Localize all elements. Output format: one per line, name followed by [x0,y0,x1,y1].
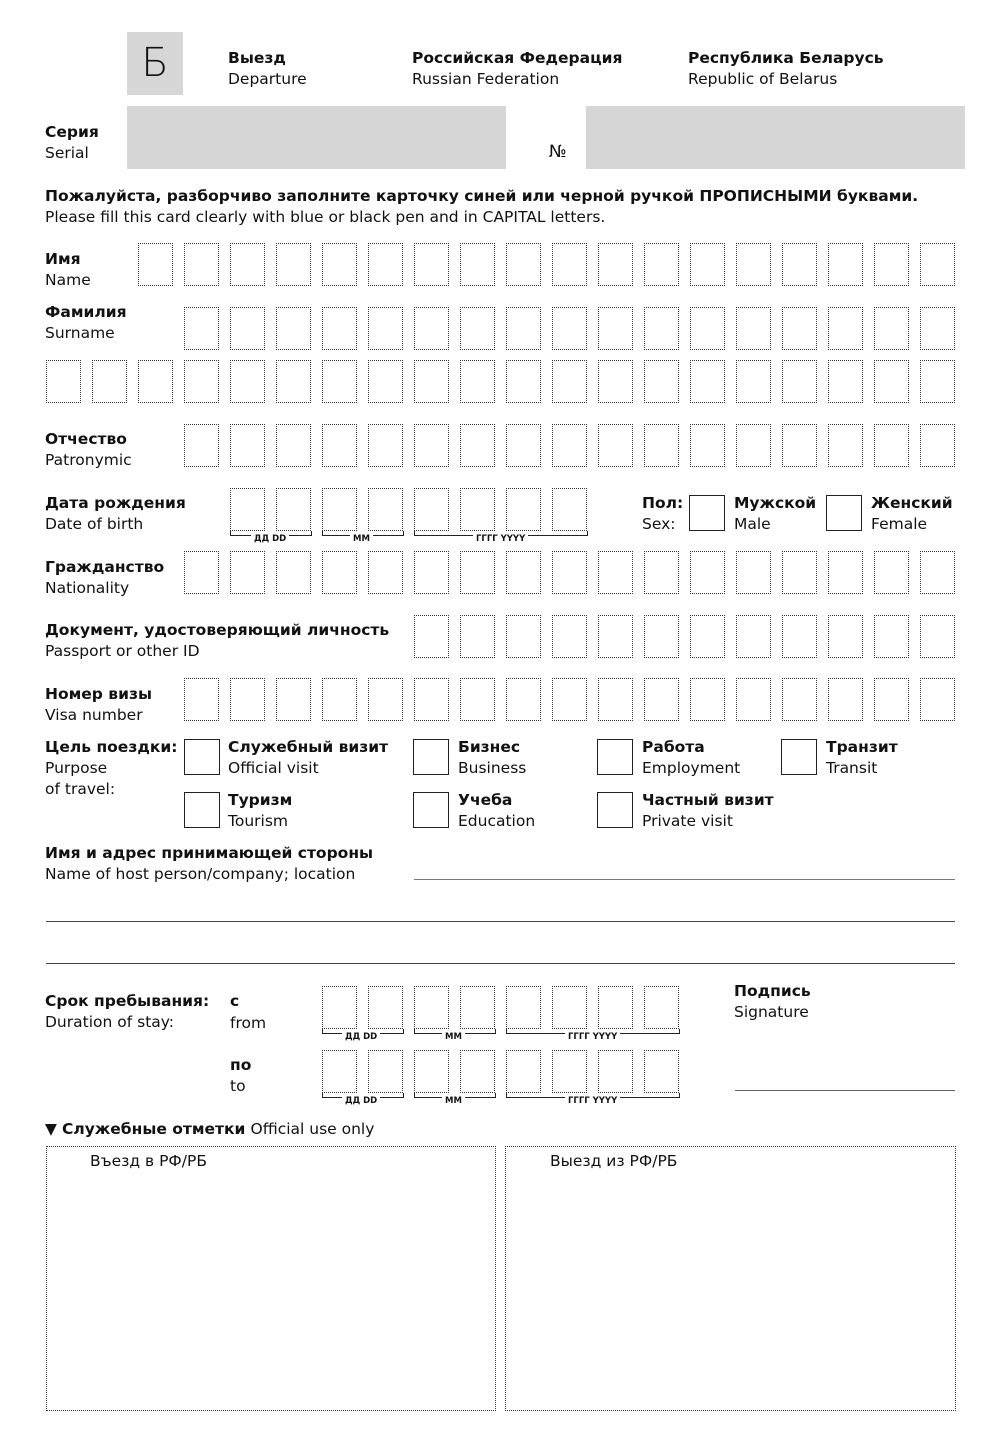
surname-box[interactable] [644,360,679,403]
purpose-private-checkbox[interactable] [597,792,633,828]
name-box[interactable] [184,243,219,286]
dob-box[interactable] [322,488,357,531]
stay-from-label: с from [230,992,267,1032]
dob-box[interactable] [460,488,495,531]
surname-box[interactable] [414,360,449,403]
patronymic-box[interactable] [276,424,311,467]
purpose-education-label: Учеба Education [458,791,536,830]
name-box[interactable] [414,243,449,286]
nationality-box[interactable] [782,551,817,594]
host-line-1[interactable] [414,879,955,880]
nationality-box[interactable] [230,551,265,594]
surname-box[interactable] [138,360,173,403]
dob-box[interactable] [276,488,311,531]
serial-field[interactable] [127,106,506,169]
country-russia-label: Российская Федерация Russian Federation [412,49,623,88]
surname-box[interactable] [276,307,311,350]
passport-box[interactable] [644,615,679,658]
surname-label: Фамилия Surname [45,303,127,342]
visa-box[interactable] [920,678,955,721]
purpose-private-label: Частный визит Private visit [642,791,774,830]
name-box[interactable] [460,243,495,286]
surname-box[interactable] [230,360,265,403]
surname-box[interactable] [874,307,909,350]
visa-box[interactable] [414,678,449,721]
name-box[interactable] [874,243,909,286]
patronymic-box[interactable] [552,424,587,467]
from-dd-label: ДД DD [342,1032,380,1042]
stay-label: Срок пребывания: Duration of stay: [45,992,210,1031]
purpose-transit-checkbox[interactable] [781,739,817,775]
nationality-label: Гражданство Nationality [45,558,165,597]
name-box[interactable] [230,243,265,286]
to-yyyy-label: ГГГГ YYYY [565,1096,620,1106]
nationality-box[interactable] [276,551,311,594]
nationality-box[interactable] [828,551,863,594]
visa-box[interactable] [598,678,633,721]
nationality-box[interactable] [598,551,633,594]
surname-box[interactable] [506,307,541,350]
surname-box[interactable] [828,307,863,350]
patronymic-box[interactable] [782,424,817,467]
purpose-employment-checkbox[interactable] [597,739,633,775]
passport-box[interactable] [828,615,863,658]
sex-male-checkbox[interactable] [689,495,725,531]
passport-box[interactable] [552,615,587,658]
surname-box[interactable] [598,307,633,350]
official-exit-label: Выезд из РФ/РБ [550,1152,678,1170]
patronymic-box[interactable] [506,424,541,467]
card-letter: Б [141,40,169,86]
signature-line[interactable] [735,1090,955,1091]
surname-box[interactable] [46,360,81,403]
passport-box[interactable] [874,615,909,658]
official-use-heading: ▼ Служебные отметки Official use only [45,1120,375,1138]
visa-box[interactable] [736,678,771,721]
surname-box[interactable] [276,360,311,403]
stay-from-box[interactable] [644,986,679,1029]
purpose-transit-label: Транзит Transit [826,738,898,777]
patronymic-box[interactable] [644,424,679,467]
surname-box[interactable] [184,360,219,403]
patronymic-box[interactable] [368,424,403,467]
stay-to-box[interactable] [506,1050,541,1093]
direction-label: Выезд Departure [228,49,307,88]
surname-box[interactable] [230,307,265,350]
dob-dd-label: ДД DD [251,534,289,544]
stay-from-box[interactable] [414,986,449,1029]
visa-box[interactable] [460,678,495,721]
surname-box[interactable] [874,360,909,403]
patronymic-box[interactable] [322,424,357,467]
nationality-box[interactable] [920,551,955,594]
surname-box[interactable] [782,360,817,403]
name-box[interactable] [552,243,587,286]
purpose-business-checkbox[interactable] [413,739,449,775]
visa-box[interactable] [230,678,265,721]
card-letter-box [127,32,183,95]
passport-box[interactable] [782,615,817,658]
host-line-3[interactable] [46,963,955,964]
nationality-box[interactable] [690,551,725,594]
surname-box[interactable] [368,360,403,403]
name-box[interactable] [920,243,955,286]
from-mm-label: ММ [442,1032,465,1042]
nationality-box[interactable] [874,551,909,594]
number-field[interactable] [586,106,965,169]
visa-box[interactable] [690,678,725,721]
host-label: Имя и адрес принимающей стороны Name of host person/company; location [45,844,374,883]
visa-box[interactable] [506,678,541,721]
passport-box[interactable] [414,615,449,658]
official-exit-box [505,1146,956,1411]
stay-from-box[interactable] [368,986,403,1029]
serial-label: Серия Serial [45,123,99,162]
name-label: Имя Name [45,250,91,289]
sex-label: Пол: Sex: [642,494,684,533]
passport-box[interactable] [736,615,771,658]
nationality-box[interactable] [460,551,495,594]
name-box[interactable] [598,243,633,286]
patronymic-box[interactable] [920,424,955,467]
visa-box[interactable] [184,678,219,721]
nationality-box[interactable] [736,551,771,594]
surname-box[interactable] [414,307,449,350]
passport-label: Документ, удостоверяющий личность Passport or other ID [45,621,390,660]
passport-box[interactable] [506,615,541,658]
to-mm-label: ММ [442,1096,465,1106]
name-box[interactable] [690,243,725,286]
official-entry-box [46,1146,496,1411]
dob-box[interactable] [368,488,403,531]
stay-from-box[interactable] [322,986,357,1029]
purpose-label: Цель поездки: Purpose of travel: [45,738,178,798]
surname-box[interactable] [782,307,817,350]
name-box[interactable] [828,243,863,286]
dob-box[interactable] [414,488,449,531]
stay-to-box[interactable] [644,1050,679,1093]
passport-box[interactable] [460,615,495,658]
name-box[interactable] [368,243,403,286]
surname-box[interactable] [598,360,633,403]
dob-yyyy-label: ГГГГ YYYY [473,534,528,544]
passport-box[interactable] [598,615,633,658]
name-box[interactable] [506,243,541,286]
surname-box[interactable] [736,307,771,350]
surname-box[interactable] [460,360,495,403]
surname-box[interactable] [920,307,955,350]
purpose-tourism-label: Туризм Tourism [228,791,293,830]
patronymic-box[interactable] [230,424,265,467]
stay-to-box[interactable] [598,1050,633,1093]
visa-box[interactable] [644,678,679,721]
visa-box[interactable] [552,678,587,721]
instructions: Пожалуйста, разборчиво заполните карточку синей или черной ручкой ПРОПИСНЫМИ буквами. Please fill this card clearly with blue or black pen and in CAPITAL letters. [45,187,919,226]
passport-box[interactable] [690,615,725,658]
nationality-box[interactable] [368,551,403,594]
patronymic-box[interactable] [874,424,909,467]
purpose-business-label: Бизнес Business [458,738,527,777]
patronymic-box[interactable] [598,424,633,467]
patronymic-box[interactable] [690,424,725,467]
visa-box[interactable] [782,678,817,721]
purpose-official-label: Служебный визит Official visit [228,738,389,777]
nationality-box[interactable] [552,551,587,594]
dob-box[interactable] [230,488,265,531]
visa-box[interactable] [828,678,863,721]
surname-box[interactable] [322,360,357,403]
visa-box[interactable] [368,678,403,721]
stay-to-box[interactable] [368,1050,403,1093]
nationality-box[interactable] [414,551,449,594]
official-entry-label: Въезд в РФ/РБ [90,1152,207,1170]
purpose-education-checkbox[interactable] [413,792,449,828]
number-sign: № [549,142,567,162]
signature-label: Подпись Signature [734,982,811,1021]
country-belarus-label: Республика Беларусь Republic of Belarus [688,49,884,88]
stay-to-box[interactable] [460,1050,495,1093]
sex-male-label: Мужской Male [734,494,817,533]
from-yyyy-label: ГГГГ YYYY [565,1032,620,1042]
nationality-box[interactable] [644,551,679,594]
patronymic-box[interactable] [184,424,219,467]
nationality-box[interactable] [506,551,541,594]
triangle-down-icon: ▼ [45,1120,57,1138]
patronymic-box[interactable] [460,424,495,467]
name-box[interactable] [138,243,173,286]
surname-box[interactable] [690,360,725,403]
patronymic-label: Отчество Patronymic [45,430,132,469]
nationality-box[interactable] [322,551,357,594]
surname-box[interactable] [828,360,863,403]
surname-box[interactable] [552,360,587,403]
surname-box[interactable] [690,307,725,350]
surname-box[interactable] [736,360,771,403]
dob-mm-label: ММ [350,534,373,544]
patronymic-box[interactable] [414,424,449,467]
name-box[interactable] [276,243,311,286]
stay-from-box[interactable] [552,986,587,1029]
surname-box[interactable] [644,307,679,350]
name-box[interactable] [782,243,817,286]
surname-box[interactable] [368,307,403,350]
patronymic-box[interactable] [828,424,863,467]
name-box[interactable] [322,243,357,286]
surname-box[interactable] [184,307,219,350]
stay-from-box[interactable] [460,986,495,1029]
to-dd-label: ДД DD [342,1096,380,1106]
dob-box[interactable] [506,488,541,531]
stay-to-box[interactable] [322,1050,357,1093]
host-line-2[interactable] [46,921,955,922]
sex-female-checkbox[interactable] [826,495,862,531]
passport-box[interactable] [920,615,955,658]
purpose-official-checkbox[interactable] [184,739,220,775]
nationality-box[interactable] [184,551,219,594]
surname-box[interactable] [322,307,357,350]
purpose-tourism-checkbox[interactable] [184,792,220,828]
name-box[interactable] [644,243,679,286]
stay-to-box[interactable] [552,1050,587,1093]
surname-box[interactable] [506,360,541,403]
visa-box[interactable] [874,678,909,721]
stay-from-box[interactable] [506,986,541,1029]
surname-box[interactable] [920,360,955,403]
sex-female-label: Женский Female [871,494,953,533]
dob-box[interactable] [552,488,587,531]
visa-box[interactable] [322,678,357,721]
stay-from-box[interactable] [598,986,633,1029]
patronymic-box[interactable] [736,424,771,467]
purpose-employment-label: Работа Employment [642,738,741,777]
surname-box[interactable] [460,307,495,350]
stay-to-label: по to [230,1056,252,1095]
surname-box[interactable] [552,307,587,350]
visa-label: Номер визы Visa number [45,685,152,724]
name-box[interactable] [736,243,771,286]
dob-label: Дата рождения Date of birth [45,494,186,533]
surname-box[interactable] [92,360,127,403]
visa-box[interactable] [276,678,311,721]
stay-to-box[interactable] [414,1050,449,1093]
